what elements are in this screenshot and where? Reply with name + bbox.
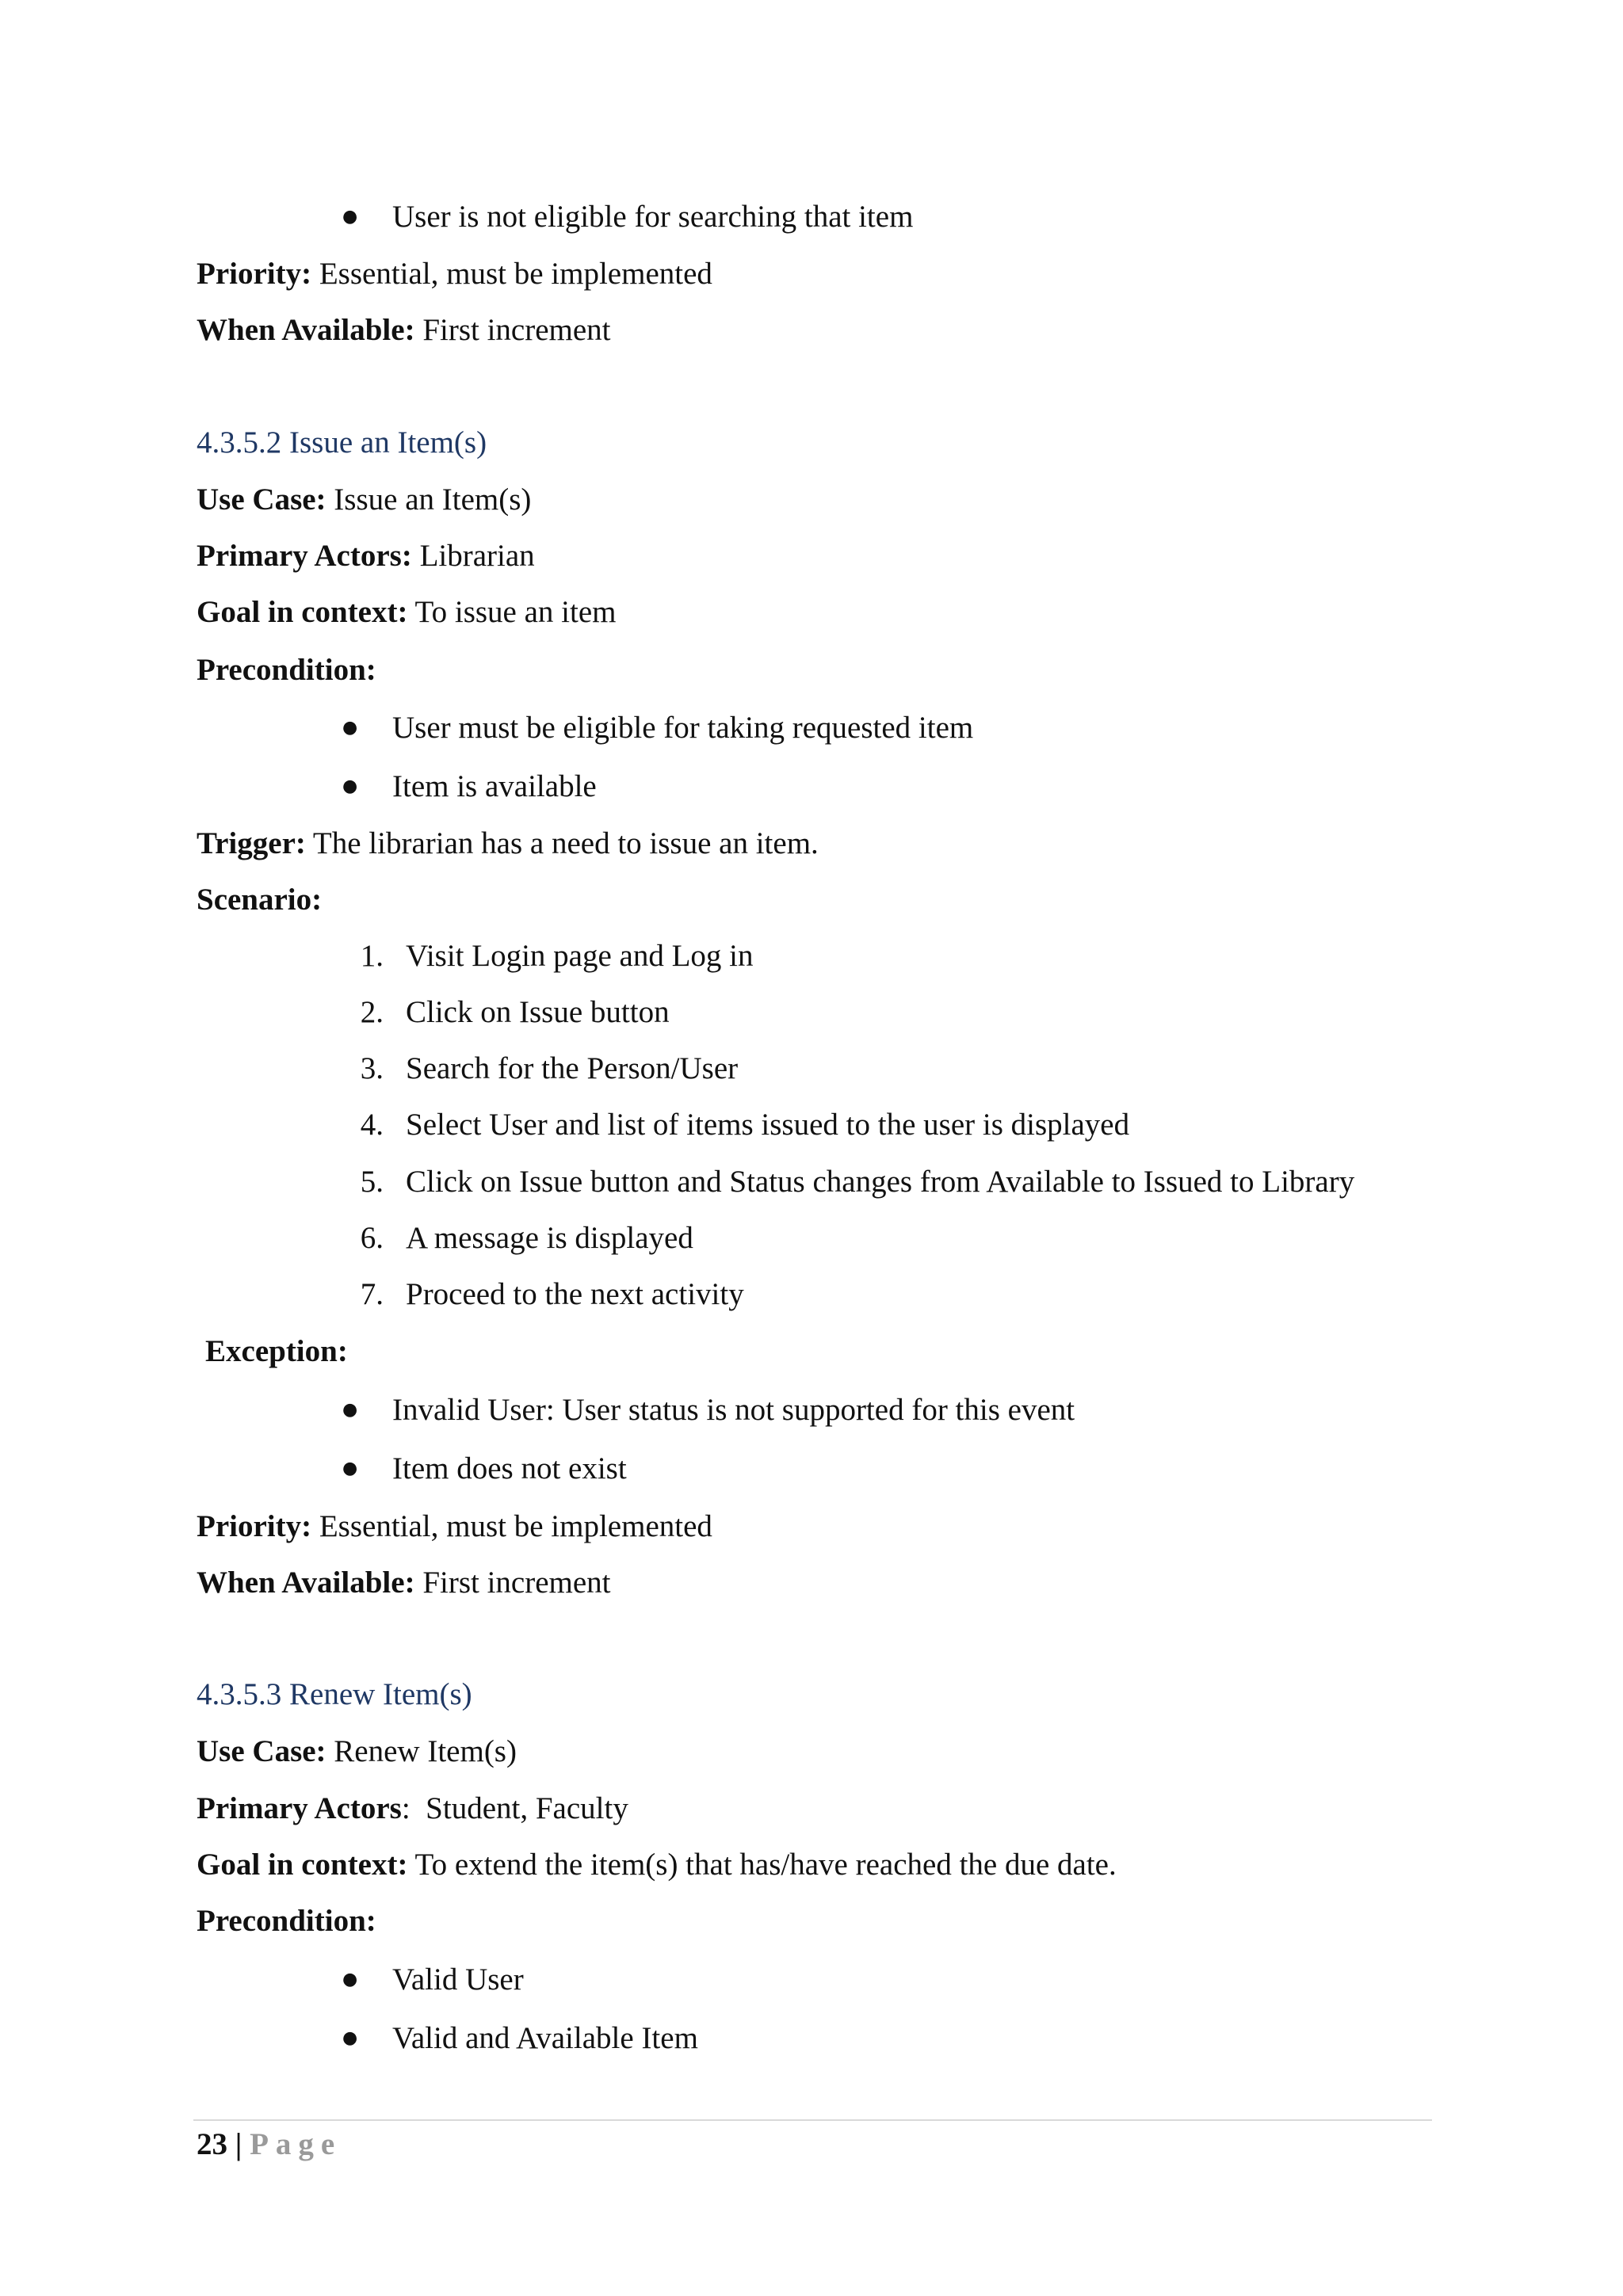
- goal-label: Goal in context:: [197, 595, 408, 629]
- precondition-label: Precondition:: [197, 1904, 376, 1938]
- page-word: Page: [250, 2127, 342, 2161]
- precondition-line: [197, 1902, 376, 1940]
- priority-line: [197, 1508, 712, 1546]
- primary-actors-line: [197, 537, 535, 575]
- primary-actors-label: Primary Actors: [197, 1791, 402, 1825]
- when-available-line: [197, 311, 611, 349]
- when-available-line: [197, 1564, 611, 1602]
- bullet-icon: ●: [342, 207, 358, 227]
- trigger-line: [197, 825, 819, 863]
- bullet-icon: ●: [342, 776, 358, 796]
- precondition-line: [197, 651, 376, 689]
- priority-value: Essential, must be implemented: [311, 257, 712, 291]
- bullet-icon: ●: [342, 1459, 358, 1478]
- exception-line: [205, 1333, 348, 1371]
- when-available-label: When Available:: [197, 313, 415, 347]
- when-available-label: When Available:: [197, 1566, 415, 1600]
- goal-value: To issue an item: [407, 595, 617, 629]
- use-case-line: [197, 1733, 517, 1771]
- goal-line: [197, 593, 617, 631]
- bullet-text: Valid and Available Item: [392, 2021, 698, 2055]
- priority-label: Priority:: [197, 257, 312, 291]
- step-number: 4.: [360, 1108, 384, 1142]
- bullet-text: User must be eligible for taking requested item: [392, 711, 974, 745]
- section-heading-renew: 4.3.5.3 Renew Item(s): [197, 1677, 472, 1711]
- goal-label: Goal in context:: [197, 1848, 408, 1882]
- use-case-label: Use Case:: [197, 482, 327, 517]
- bullet-text: Valid User: [392, 1962, 524, 1997]
- trigger-label: Trigger:: [197, 826, 306, 860]
- step-text: Proceed to the next activity: [406, 1277, 744, 1311]
- priority-label: Priority:: [197, 1509, 312, 1543]
- step-text: Search for the Person/User: [406, 1051, 739, 1085]
- page-footer: [197, 2126, 342, 2164]
- when-available-value: First increment: [414, 313, 611, 347]
- exception-label: Exception:: [205, 1334, 348, 1368]
- trigger-value: The librarian has a need to issue an item.: [305, 826, 819, 860]
- step-text: Visit Login page and Log in: [406, 939, 754, 973]
- footer-divider: [193, 2119, 1432, 2121]
- bullet-icon: ●: [342, 1400, 358, 1420]
- step-text: A message is displayed: [406, 1221, 693, 1255]
- primary-actors-value: Librarian: [411, 539, 535, 573]
- primary-actors-line: [197, 1790, 628, 1828]
- step-number: 5.: [360, 1165, 384, 1199]
- bullet-text: Item is available: [392, 769, 597, 803]
- when-available-value: First increment: [414, 1566, 611, 1600]
- scenario-label: Scenario:: [197, 883, 323, 917]
- step-number: 1.: [360, 939, 384, 973]
- scenario-line: [197, 881, 322, 919]
- step-number: 7.: [360, 1277, 384, 1311]
- goal-line: [197, 1846, 1117, 1884]
- footer-separator: |: [227, 2127, 250, 2161]
- step-text: Click on Issue button: [406, 995, 670, 1029]
- priority-line: [197, 255, 712, 293]
- precondition-label: Precondition:: [197, 653, 376, 687]
- bullet-icon: ●: [342, 1970, 358, 1989]
- step-number: 3.: [360, 1051, 384, 1085]
- bullet-text: User is not eligible for searching that item: [392, 200, 914, 234]
- primary-actors-value: : Student, Faculty: [401, 1791, 628, 1825]
- step-text: Select User and list of items issued to the user is displayed: [406, 1108, 1130, 1142]
- step-number: 6.: [360, 1221, 384, 1255]
- use-case-value: Renew Item(s): [326, 1734, 517, 1768]
- step-number: 2.: [360, 995, 384, 1029]
- goal-value: To extend the item(s) that has/have reached the due date.: [407, 1848, 1117, 1882]
- use-case-value: Issue an Item(s): [326, 482, 532, 517]
- bullet-icon: ●: [342, 2028, 358, 2048]
- section-heading-issue: 4.3.5.2 Issue an Item(s): [197, 425, 487, 460]
- use-case-line: [197, 481, 531, 519]
- use-case-label: Use Case:: [197, 1734, 327, 1768]
- primary-actors-label: Primary Actors:: [197, 539, 412, 573]
- priority-value: Essential, must be implemented: [311, 1509, 712, 1543]
- bullet-text: Invalid User: User status is not supported for this event: [392, 1393, 1075, 1427]
- bullet-text: Item does not exist: [392, 1451, 627, 1486]
- step-text: Click on Issue button and Status changes from Available to Issued to Library: [406, 1165, 1355, 1199]
- page-number: 23: [197, 2127, 227, 2161]
- bullet-icon: ●: [342, 718, 358, 738]
